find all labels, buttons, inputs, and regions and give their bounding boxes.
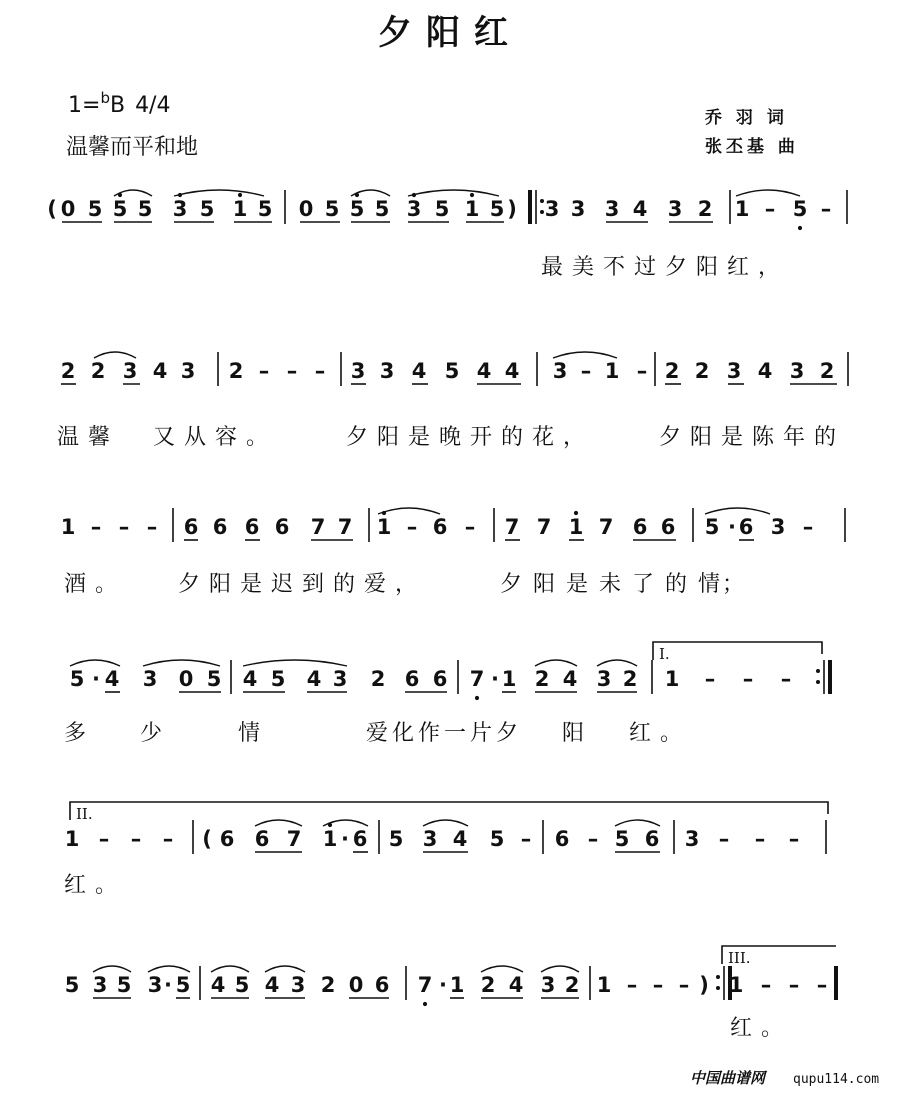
note: 1 [376,515,392,539]
note: 1 [728,973,744,997]
score-system [65,946,836,1041]
dash-mark: – [820,197,832,221]
repeat-dot [540,210,544,214]
note: 0 [348,973,364,997]
note: 7 [337,515,353,539]
note: 3 [540,973,556,997]
slur [736,190,800,196]
note: · [491,667,499,691]
dash-mark: – [258,359,270,383]
note: 2 [697,197,713,221]
note: 4 [508,973,524,997]
score-system [57,352,848,450]
note: 3 [92,973,108,997]
note: 6 [254,827,270,851]
note: 5 [388,827,404,851]
dash-mark: – [464,515,476,539]
dash-mark: – [788,973,800,997]
note: 4 [242,667,258,691]
slur [143,660,220,666]
note: 7 [310,515,326,539]
note: 6 [404,667,420,691]
slur [553,352,617,358]
note: 4 [452,827,468,851]
note: 5 [374,197,390,221]
note: 3 [147,973,163,997]
note: 6 [374,973,390,997]
lyric-text: 夕阳是迟到的爱， [178,572,427,597]
lyric-text: 情 [238,721,261,746]
dash-mark: – [314,359,326,383]
note: 4 [104,667,120,691]
svg-text:1=bB4/4 [68,89,170,118]
slur [93,966,131,972]
note: 7 [504,515,520,539]
octave-dot-above [238,193,242,197]
score-system [61,508,845,597]
note: 2 [320,973,336,997]
lyric-text: 少 [140,721,163,746]
note: 3 [332,667,348,691]
note: 5 [324,197,340,221]
key-note: B [109,93,126,118]
note: 3 [406,197,422,221]
note: 6 [219,827,235,851]
watermark-cn: 中国曲谱网 [690,1069,766,1087]
note: 3 [770,515,786,539]
note: 3 [172,197,188,221]
note: 4 [411,359,427,383]
note: 3 [180,359,196,383]
note: 3 [142,667,158,691]
lyric-text: 红。 [730,1016,793,1041]
note: 7 [417,973,433,997]
note: 5 [489,197,505,221]
slur [615,820,660,826]
dash-mark: – [626,973,638,997]
lyric-text: 红。 [64,873,127,898]
note: 1 [604,359,620,383]
note: 6 [660,515,676,539]
dash-mark: – [286,359,298,383]
note: 4 [152,359,168,383]
parenthesis: ( [47,197,57,221]
dash-mark: – [816,973,828,997]
dash-mark: – [118,515,130,539]
note: 6 [554,827,570,851]
note: 1 [596,973,612,997]
note: 4 [562,667,578,691]
note: 2 [664,359,680,383]
note: 6 [632,515,648,539]
volta-bracket [653,642,822,660]
slur [148,966,190,972]
note: 1 [464,197,480,221]
dash-mark: – [742,667,754,691]
note: 3 [350,359,366,383]
slur [597,660,637,666]
note: 2 [370,667,386,691]
note: 5 [199,197,215,221]
note: 5 [87,197,103,221]
dash-mark: – [678,973,690,997]
note: 0 [178,667,194,691]
dash-mark: – [718,827,730,851]
dash-mark: – [580,359,592,383]
time-signature: 4/4 [135,93,171,118]
note: 5 [444,359,460,383]
slur [408,190,499,196]
score-systems [47,190,848,1041]
note: 5 [234,973,250,997]
watermark-url: qupu114.com [793,1072,880,1087]
note: 3 [604,197,620,221]
dash-mark: – [520,827,532,851]
note: 1 [734,197,750,221]
note: 7 [536,515,552,539]
lyricist-credit: 乔 羽 词 [705,108,788,128]
score-system [64,802,828,898]
lyric-text: 夕阳是陈年的 [659,425,846,450]
note: 6 [738,515,754,539]
note: 7 [469,667,485,691]
note: 6 [432,667,448,691]
note: 5 [489,827,505,851]
lyric-text: 阳 [562,721,585,746]
lyric-text: 爱化作一片夕 [366,721,523,746]
repeat-dot [716,975,720,979]
note: 5 [792,197,808,221]
note: 1 [568,515,584,539]
note: 4 [504,359,520,383]
note: 3 [789,359,805,383]
octave-dot-above [574,511,578,515]
octave-dot-below [423,1002,427,1006]
dash-mark: – [788,827,800,851]
note: 5 [704,515,720,539]
slur [94,352,136,358]
lyric-text: 酒。 [64,572,127,597]
note: 6 [644,827,660,851]
dash-mark: – [704,667,716,691]
repeat-dot [816,669,820,673]
note: 5 [112,197,128,221]
note: 0 [60,197,76,221]
slur [705,508,770,514]
note: 2 [90,359,106,383]
note: 2 [564,973,580,997]
note: 2 [819,359,835,383]
slur [211,966,249,972]
watermark [690,1069,879,1087]
note: 5 [434,197,450,221]
volta-label: II. [76,805,93,823]
note: 3 [596,667,612,691]
note: 1 [322,827,338,851]
note: · [439,973,447,997]
note: 5 [69,667,85,691]
volta-label: III. [728,949,751,967]
note: 2 [534,667,550,691]
slur [541,966,579,972]
note: 3 [552,359,568,383]
note: 3 [422,827,438,851]
note: 3 [570,197,586,221]
note: 3 [290,973,306,997]
dash-mark: – [162,827,174,851]
slur [378,508,440,514]
note: 5 [64,973,80,997]
volta-label: I. [659,645,670,663]
dash-mark: – [760,973,772,997]
parenthesis: ) [699,973,709,997]
note: 5 [257,197,273,221]
lyric-text: 最美不过夕阳红， [541,255,790,280]
note: 1 [60,515,76,539]
note: 4 [757,359,773,383]
note: · [728,515,736,539]
note: 5 [116,973,132,997]
key-prefix: 1= [68,93,101,118]
note: 1 [232,197,248,221]
note: 1 [501,667,517,691]
note: 6 [244,515,260,539]
slur [243,660,347,666]
repeat-dot [716,986,720,990]
note: 3 [379,359,395,383]
dash-mark: – [802,515,814,539]
volta-bracket [70,802,828,820]
note: 0 [298,197,314,221]
note: 4 [210,973,226,997]
composer-credit: 张丕基 曲 [705,137,799,157]
note: 5 [270,667,286,691]
note: 6 [212,515,228,539]
slur [265,966,305,972]
note: · [164,973,172,997]
note: 2 [228,359,244,383]
slur [174,190,264,196]
lyric-text: 红。 [629,721,692,746]
note: 6 [183,515,199,539]
dash-mark: – [98,827,110,851]
note: 4 [264,973,280,997]
dash-mark: – [764,197,776,221]
note: 4 [476,359,492,383]
note: 7 [598,515,614,539]
note: 2 [480,973,496,997]
note: 5 [614,827,630,851]
note: 2 [622,667,638,691]
octave-dot-below [475,696,479,700]
note: 1 [449,973,465,997]
lyric-text: 温馨 [57,425,120,450]
tempo-marking: 温馨而平和地 [66,135,199,160]
note: 4 [632,197,648,221]
parenthesis: ) [507,197,517,221]
dash-mark: – [406,515,418,539]
dash-mark: – [754,827,766,851]
note: 5 [137,197,153,221]
dash-mark: – [780,667,792,691]
lyric-text: 夕 阳 是 未 了 的 情； [500,572,746,597]
key-signature [68,89,170,118]
repeat-dot [816,680,820,684]
note: 2 [694,359,710,383]
note: 5 [349,197,365,221]
dash-mark: – [130,827,142,851]
dash-mark: – [587,827,599,851]
slur [255,820,302,826]
note: 4 [306,667,322,691]
note: · [341,827,349,851]
repeat-dot [540,199,544,203]
key-flat: b [100,89,110,107]
note: 5 [175,973,191,997]
song-title: 夕阳红 [378,13,522,53]
score-system [47,190,847,280]
slur [481,966,523,972]
slur [423,820,468,826]
note: 6 [274,515,290,539]
lyric-text: 夕阳是晚开的花， [346,425,595,450]
octave-dot-above [470,193,474,197]
score-system [64,642,830,746]
note: 3 [667,197,683,221]
note: 1 [664,667,680,691]
note: 3 [726,359,742,383]
note: 7 [286,827,302,851]
dash-mark: – [636,359,648,383]
dash-mark: – [146,515,158,539]
note: 6 [432,515,448,539]
note: 1 [64,827,80,851]
slur [70,660,120,666]
note: 5 [206,667,222,691]
note: 6 [352,827,368,851]
slur [535,660,577,666]
lyric-text: 又从容。 [153,425,278,450]
parenthesis: ( [202,827,212,851]
note: 2 [60,359,76,383]
octave-dot-below [798,226,802,230]
note: 3 [684,827,700,851]
lyric-text: 多 [64,721,87,746]
note: 3 [122,359,138,383]
dash-mark: – [652,973,664,997]
note: 3 [544,197,560,221]
dash-mark: – [90,515,102,539]
note: · [92,667,100,691]
